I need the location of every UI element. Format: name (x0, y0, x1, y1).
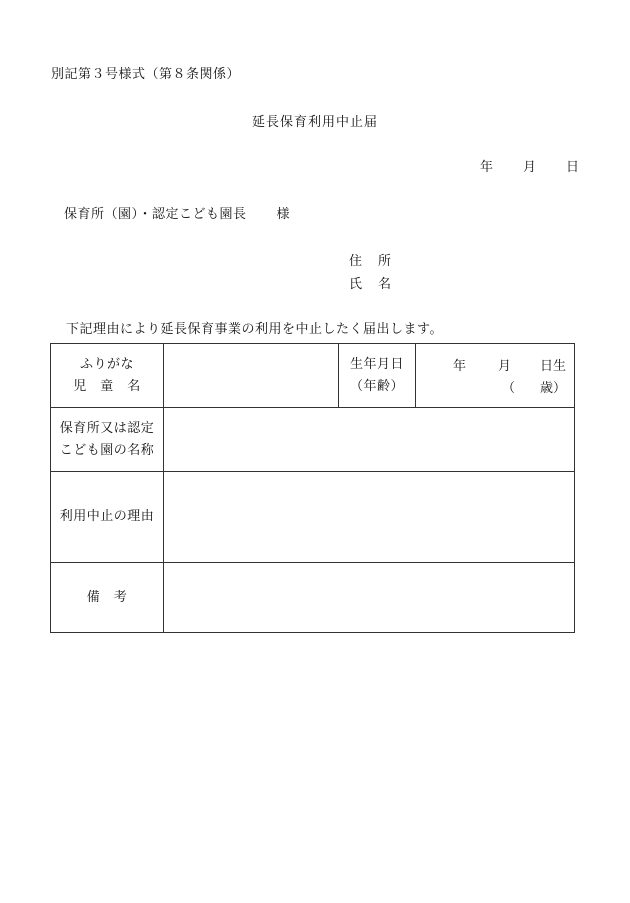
facility-name-field[interactable] (164, 408, 575, 472)
addressee-name: 保育所（園）・認定こども園長 (64, 207, 247, 222)
form-reference: 別記第３号様式（第８条関係） (51, 67, 241, 82)
date-year-label: 年 (480, 160, 494, 175)
age-label: （年齢） (349, 378, 404, 394)
age-open-paren: （ (502, 381, 516, 396)
name-label-char-1: 氏 (349, 277, 363, 292)
facility-row (51, 408, 575, 472)
reason-row (51, 472, 575, 563)
facility-label-line1: 保育所又は認定 (59, 420, 155, 436)
facility-label-line2: こども園の名称 (59, 442, 155, 458)
birthdate-label-cell (339, 344, 416, 408)
applicant-name-label (349, 277, 391, 293)
name-label-char-2: 名 (378, 277, 392, 292)
cancellation-form-table (50, 343, 575, 633)
addressee-honorific: 様 (276, 207, 291, 222)
child-row (51, 344, 575, 408)
remarks-label: 備 考 (51, 563, 164, 633)
date-day-label: 日 (566, 160, 580, 175)
child-name-label: 児 童 名 (73, 378, 141, 394)
remarks-field[interactable] (164, 563, 575, 633)
child-name-label-cell (51, 344, 164, 408)
birthdate-field[interactable] (416, 344, 575, 408)
birthdate-label: 生年月日 (349, 356, 404, 372)
intro-text: 下記理由により延長保育事業の利用を中止したく届出します。 (66, 322, 443, 337)
remarks-row (51, 563, 575, 633)
age-unit-label: 歳） (540, 381, 567, 396)
addressee-line (64, 207, 290, 223)
child-name-field[interactable] (164, 344, 339, 408)
furigana-label: ふりがな (79, 356, 134, 372)
address-label-char-1: 住 (349, 254, 363, 269)
document-title: 延長保育利用中止届 (252, 115, 379, 130)
facility-label-cell (51, 408, 164, 472)
reason-label: 利用中止の理由 (51, 472, 164, 563)
date-month-label: 月 (523, 160, 537, 175)
applicant-address-label (349, 254, 391, 270)
reason-field[interactable] (164, 472, 575, 563)
address-label-char-2: 所 (378, 254, 392, 269)
submission-date (480, 160, 579, 176)
birth-day-label: 日生 (540, 359, 567, 374)
birth-month-label: 月 (498, 359, 512, 374)
birth-year-label: 年 (453, 359, 467, 374)
